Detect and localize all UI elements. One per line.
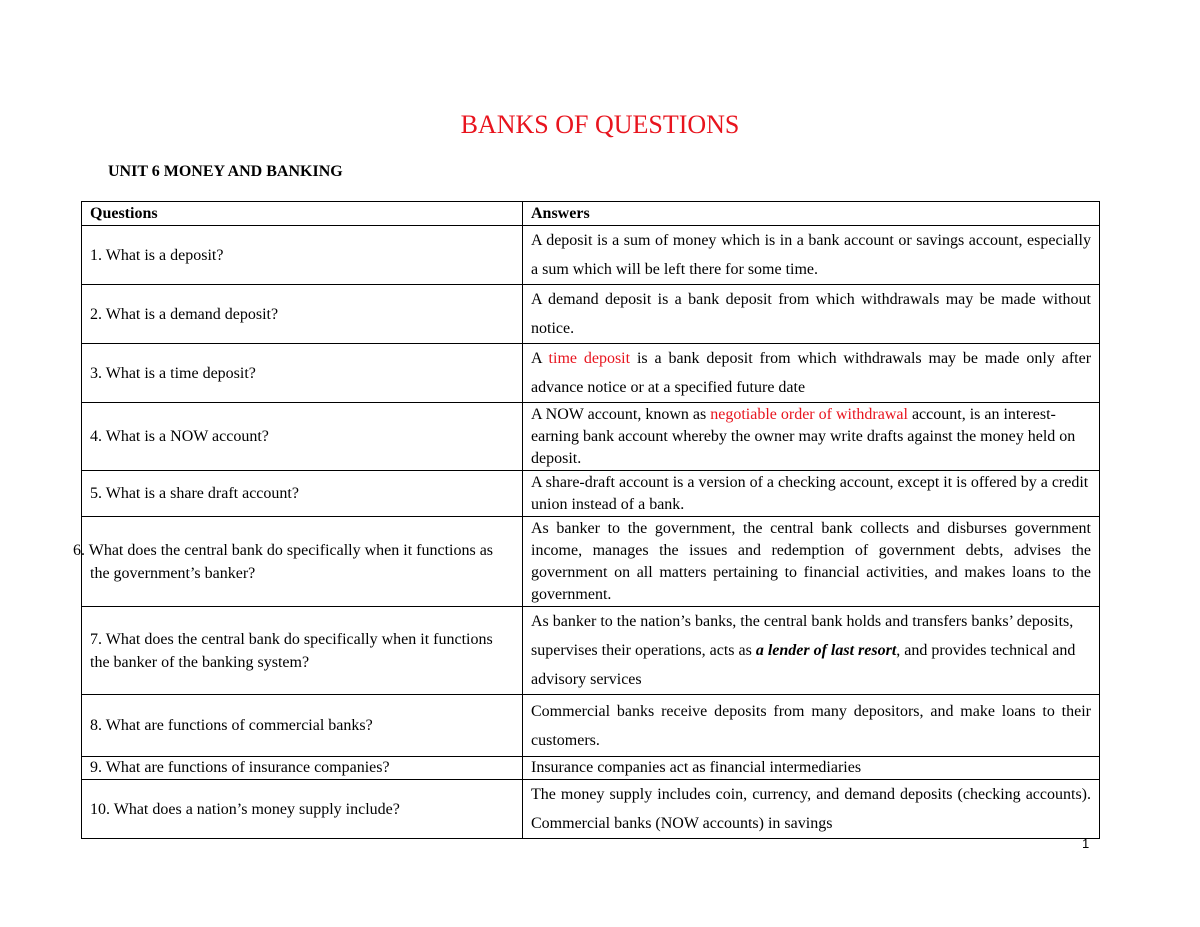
table-row (82, 695, 1100, 757)
unit-heading: UNIT 6 MONEY AND BANKING (108, 163, 343, 180)
highlighted-term: time deposit (548, 350, 631, 367)
answer-text: A NOW account, known as (531, 405, 711, 423)
answers-header: Answers (523, 202, 1100, 226)
table-row (82, 471, 1100, 517)
answer-cell: Commercial banks receive deposits from many depositors, and make loans to their customers. (523, 695, 1100, 757)
answer-cell: A deposit is a sum of money which is in a bank account or savings account, especially a sum which will be left there for some time. (523, 226, 1100, 285)
emphasized-term: a lender of last resort (755, 642, 897, 659)
question-cell: 5. What is a share draft account? (82, 471, 523, 517)
answer-text: A (531, 350, 549, 367)
table-row (82, 517, 1100, 607)
answer-cell: A demand deposit is a bank deposit from which withdrawals may be made without notice. (523, 285, 1100, 344)
table-header-row (82, 202, 1100, 226)
answer-text: , and provides technical and advisory services (531, 642, 1076, 688)
answer-text: account, is an interest-earning bank account whereby the owner may write drafts against the money held on deposit. (531, 405, 1076, 467)
answer-text: As banker to the nation’s banks, the central bank holds and transfers banks’ deposits, supervises their operations, acts as (531, 613, 1074, 659)
answer-cell (523, 607, 1100, 695)
page-number: 1 (1082, 836, 1090, 851)
table-row (82, 757, 1100, 780)
answer-cell (523, 403, 1100, 471)
question-cell: 9. What are functions of insurance companies? (82, 757, 523, 780)
question-cell: 6. What does the central bank do specifically when it functions as the government’s banker? (82, 517, 523, 607)
question-cell: 3. What is a time deposit? (82, 344, 523, 403)
question-cell: 10. What does a nation’s money supply include? (82, 780, 523, 839)
question-cell: 7. What does the central bank do specifically when it functions the banker of the banking system? (82, 607, 523, 695)
table-row (82, 780, 1100, 839)
questions-header: Questions (82, 202, 523, 226)
answer-cell: The money supply includes coin, currency, and demand deposits (checking accounts). Commercial banks (NOW accounts) in savings (523, 780, 1100, 839)
answer-cell: A share-draft account is a version of a checking account, except it is offered by a credit union instead of a bank. (523, 471, 1100, 517)
question-cell: 4. What is a NOW account? (82, 403, 523, 471)
questions-table (73, 201, 1100, 839)
answer-text: is a bank deposit from which withdrawals may be made only after advance notice or at a specified future date (531, 350, 1092, 396)
document-title: BANKS OF QUESTIONS (460, 110, 740, 139)
question-cell: 1. What is a deposit? (82, 226, 523, 285)
table-row (82, 607, 1100, 695)
question-cell: 8. What are functions of commercial banks? (82, 695, 523, 757)
answer-cell (523, 344, 1100, 403)
table-row (82, 285, 1100, 344)
table-row (82, 403, 1100, 471)
table-row (82, 344, 1100, 403)
table-row (82, 226, 1100, 285)
highlighted-term: negotiable order of withdrawal (710, 405, 908, 423)
answer-cell: As banker to the government, the central bank collects and disburses government income, manages the issues and redemption of government debts, advises the government on all matters pertaining to financial activities, and makes loans to the government. (523, 517, 1100, 607)
answer-cell: Insurance companies act as financial intermediaries (523, 757, 1100, 780)
question-cell: 2. What is a demand deposit? (82, 285, 523, 344)
